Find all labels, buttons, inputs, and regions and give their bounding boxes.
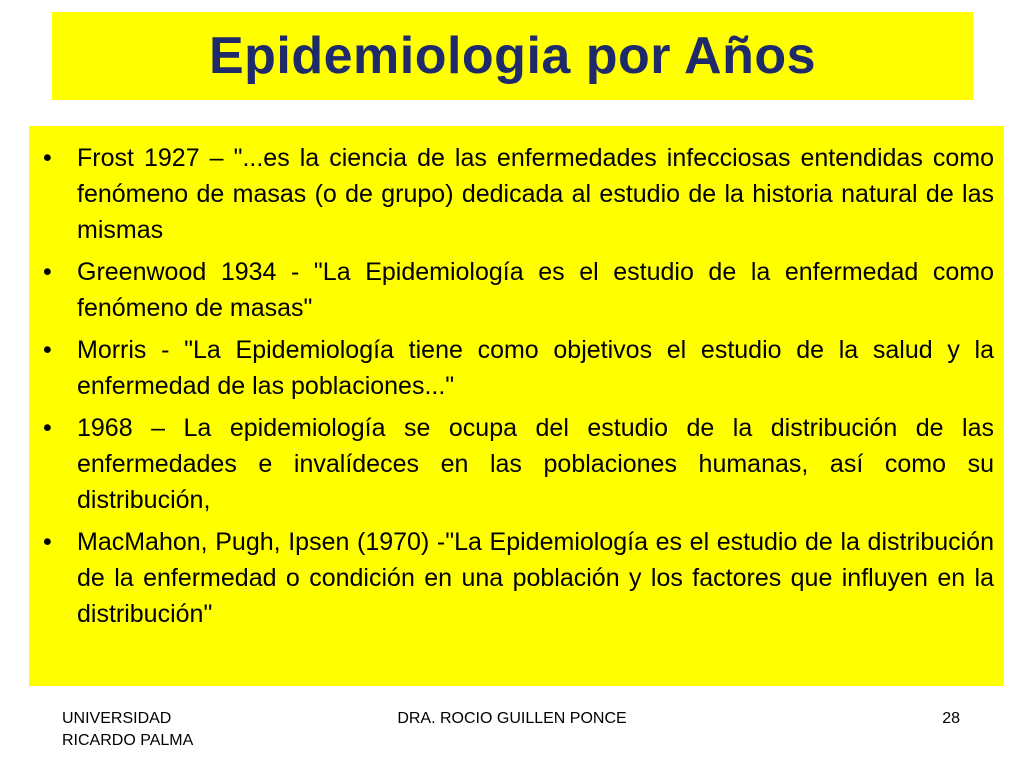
slide-title: Epidemiologia por Años <box>208 27 817 85</box>
bullet-dot-icon: • <box>43 528 52 556</box>
content-panel <box>29 126 1004 686</box>
bullet-text: Morris - "La Epidemiología tiene como objetivos el estudio de la salud y la enfermedad de las poblaciones..." <box>77 336 994 400</box>
footer-institution <box>62 708 262 752</box>
bullet-item-frost <box>39 140 994 248</box>
title-banner <box>52 12 973 100</box>
bullet-item-greenwood <box>39 254 994 326</box>
bullet-text: Greenwood 1934 - "La Epidemiología es el estudio de la enfermedad como fenómeno de masas" <box>77 258 994 322</box>
bullet-dot-icon: • <box>43 414 52 442</box>
bullet-item-1968 <box>39 410 994 518</box>
bullet-item-morris <box>39 332 994 404</box>
footer-institution-line2: RICARDO PALMA <box>62 732 194 749</box>
footer-institution-line1: UNIVERSIDAD <box>62 710 172 727</box>
footer-page-number: 28 <box>942 710 960 727</box>
bullet-dot-icon: • <box>43 144 52 172</box>
bullet-text: 1968 – La epidemiología se ocupa del estudio de la distribución de las enfermedades e invalídeces en las poblaciones humanas, así como su distribución, <box>77 414 994 514</box>
footer-author: DRA. ROCIO GUILLEN PONCE <box>397 710 627 727</box>
bullet-item-macmahon <box>39 524 994 632</box>
bullet-dot-icon: • <box>43 336 52 364</box>
bullet-dot-icon: • <box>43 258 52 286</box>
bullet-list <box>39 140 994 632</box>
bullet-text: MacMahon, Pugh, Ipsen (1970) -"La Epidemiología es el estudio de la distribución de la enfermedad o condición en una población y los factores que influyen en la distribución" <box>77 528 994 628</box>
bullet-text: Frost 1927 – "...es la ciencia de las enfermedades infecciosas entendidas como fenómeno de masas (o de grupo) dedicada al estudio de la historia natural de las mismas <box>77 144 994 244</box>
